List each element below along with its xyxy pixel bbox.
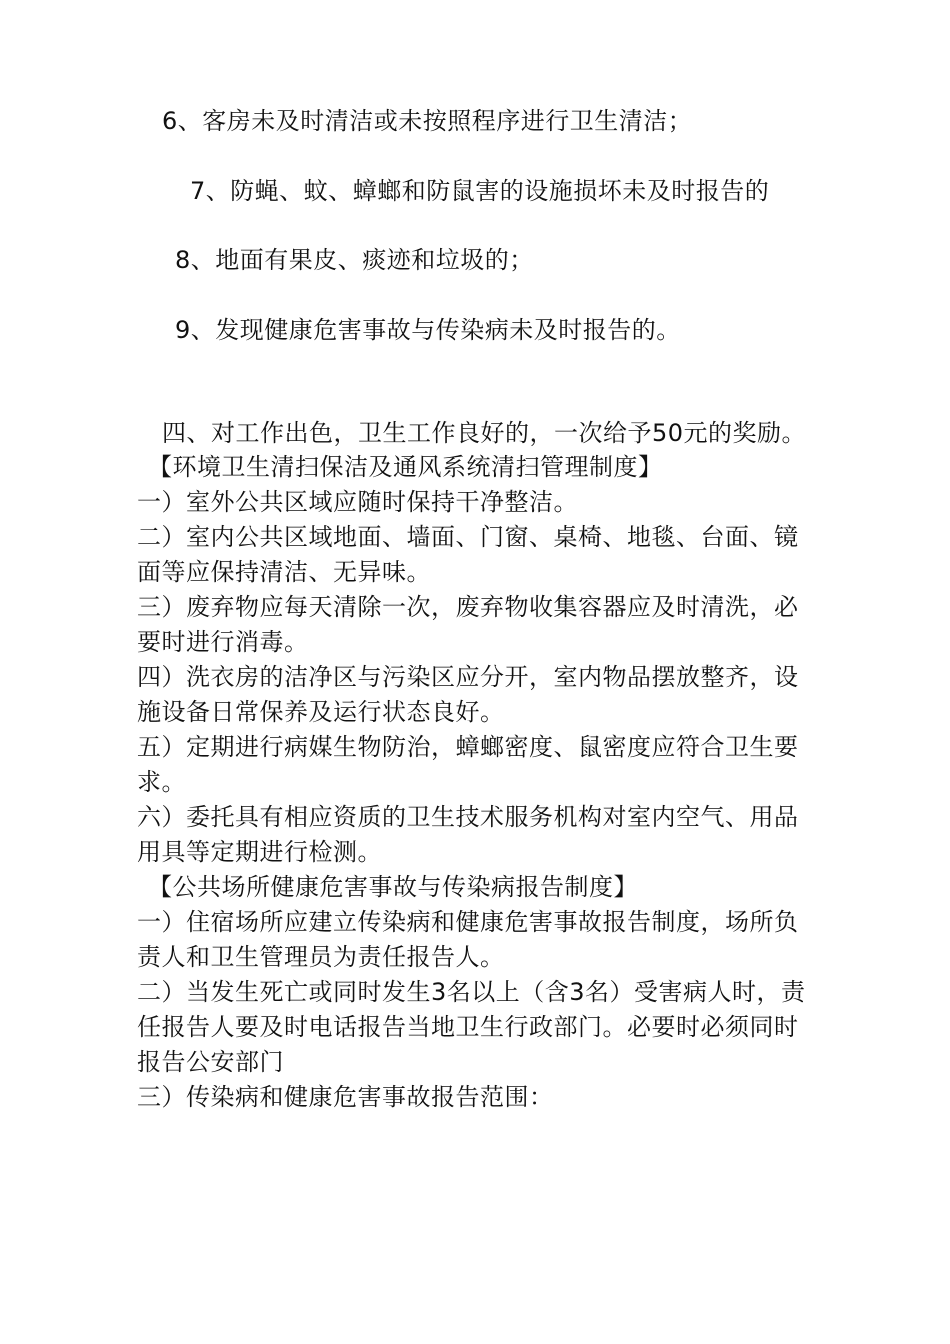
env-line: 四）洗衣房的洁净区与污染区应分开，室内物品摆放整齐，设 (137, 663, 799, 691)
item-6: 6、客房未及时清洁或未按照程序进行卫生清洁； (162, 107, 693, 135)
env-line: 一）室外公共区域应随时保持干净整洁。 (137, 488, 578, 516)
report-line: 任报告人要及时电话报告当地卫生行政部门。必要时必须同时 (137, 1013, 799, 1041)
report-line: 报告公安部门 (137, 1048, 284, 1076)
item-9: 9、发现健康危害事故与传染病未及时报告的。 (175, 316, 681, 344)
report-line: 三）传染病和健康危害事故报告范围： (137, 1083, 554, 1111)
env-line: 二）室内公共区域地面、墙面、门窗、桌椅、地毯、台面、镜 (137, 523, 799, 551)
reward-clause: 四、对工作出色，卫生工作良好的，一次给予50元的奖励。 (162, 419, 807, 447)
report-line: 一）住宿场所应建立传染病和健康危害事故报告制度，场所负 (137, 908, 799, 936)
env-line: 五）定期进行病媒生物防治，蟑螂密度、鼠密度应符合卫生要 (137, 733, 799, 761)
item-7: 7、防蝇、蚊、蟑螂和防鼠害的设施损坏未及时报告的 (190, 177, 770, 205)
section-title-report: 【公共场所健康危害事故与传染病报告制度】 (148, 873, 638, 901)
env-line: 施设备日常保养及运行状态良好。 (137, 698, 505, 726)
item-8: 8、地面有果皮、痰迹和垃圾的； (175, 246, 534, 274)
report-line: 二）当发生死亡或同时发生3名以上（含3名）受害病人时，责 (137, 978, 806, 1006)
env-line: 用具等定期进行检测。 (137, 838, 382, 866)
env-line: 面等应保持清洁、无异味。 (137, 558, 431, 586)
report-line: 责人和卫生管理员为责任报告人。 (137, 943, 505, 971)
env-line: 三）废弃物应每天清除一次，废弃物收集容器应及时清洗，必 (137, 593, 799, 621)
env-line: 求。 (137, 768, 186, 796)
section-title-environment: 【环境卫生清扫保洁及通风系统清扫管理制度】 (148, 453, 663, 481)
env-line: 六）委托具有相应资质的卫生技术服务机构对室内空气、用品 (137, 803, 799, 831)
env-line: 要时进行消毒。 (137, 628, 309, 656)
